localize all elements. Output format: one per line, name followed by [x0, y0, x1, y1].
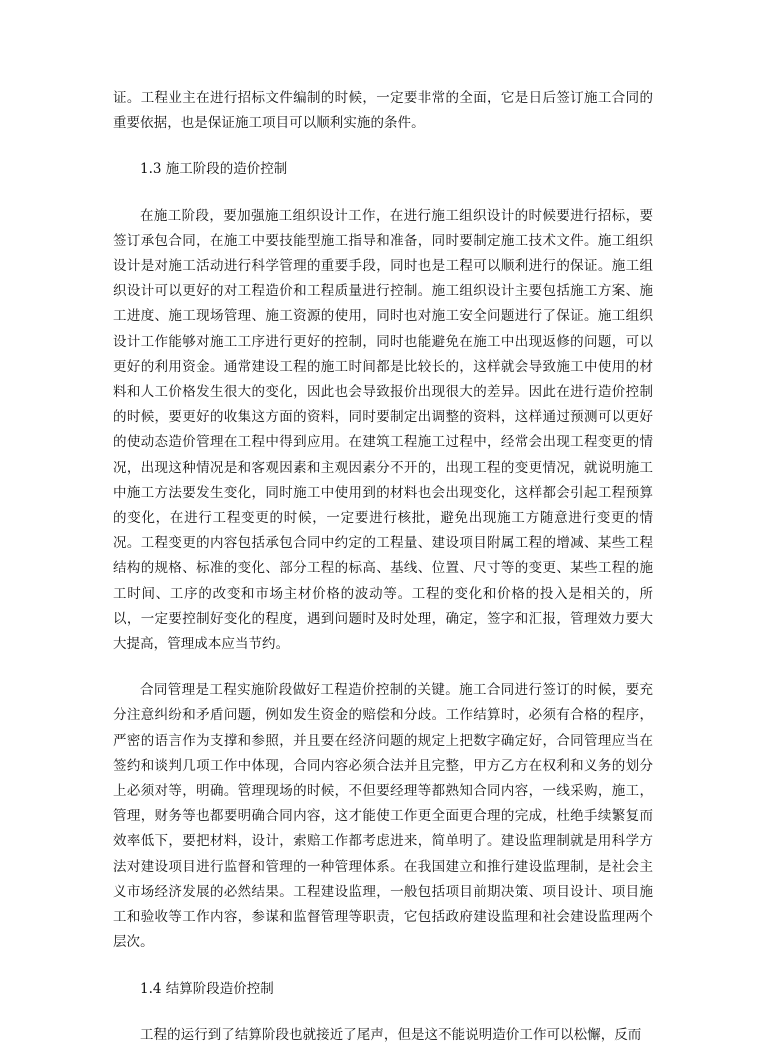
spacer — [113, 136, 653, 157]
paragraph-continuation: 证。工程业主在进行招标文件编制的时候，一定要非常的全面，它是日后签订施工合同的重要依据，也是保证施工项目可以顺利实施的条件。 — [113, 90, 653, 132]
paragraph-construction-phase: 在施工阶段，要加强施工组织设计工作，在进行施工组织设计的时候要进行招标，要签订承包合同，在施工中要技能型施工指导和准备，同时要制定施工技术文件。施工组织设计是对施工活动进行科学管理的重要手段，同时也是工程可以顺利进行的保证。施工组织设计可以更好的对工程造价和工程质量进行控制。施工组织设计主要包括施工方案、施工进度、施工现场管理、施工资源的使用，同时也对施工安全问题进行了保证。施工组织设计工作能够对施工工序进行更好的控制，同时也能避免在施工中出现返修的问题，可以更好的利用资金。通常建设工程的施工时间都是比较长的，这样就会导致施工中使用的材料和人工价格发生很大的变化，因此也会导致报价出现很大的差异。因此在进行造价控制的时候，要更好的收集这方面的资料，同时要制定出调整的资料，这样通过预测可以更好的使动态造价管理在工程中得到应用。在建筑工程施工过程中，经常会出现工程变更的情况，出现这种情况是和客观因素和主观因素分不开的，出现工程的变更情况，就说明施工中施工方法要发生变化，同时施工中使用到的材料也会出现变化，这样都会引起工程预算的变化，在进行工程变更的时候，一定要进行核批，避免出现施工方随意进行变更的情况。工程变更的内容包括承包合同中约定的工程量、建设项目附属工程的增减、某些工程结构的规格、标准的变化、部分工程的标高、基线、位置、尺寸等的变更、某些工程的施工时间、工序的改变和市场主材价格的波动等。工程的变化和价格的投入是相关的，所以，一定要控制好变化的程度，遇到问题时及时处理，确定，签字和汇报，管理效力要大大提高，管理成本应当节约。 — [113, 207, 653, 653]
spacer — [113, 1002, 653, 1023]
paragraph-contract-management: 合同管理是工程实施阶段做好工程造价控制的关键。施工合同进行签订的时候，要充分注意纠纷和矛盾问题，例如发生资金的赔偿和分歧。工作结算时，必须有合格的程序，严密的语言作为支撑和参照，并且要在经济问题的规定上把数字确定好，合同管理应当在签约和谈判几项工作中体现，合同内容必须合法并且完整，甲方乙方在权利和义务的划分上必须对等，明确。管理现场的时候，不但要经理等都熟知合同内容，一线采购，施工，管理，财务等也都要明确合同内容，这才能使工作更全面更合理的完成，杜绝手续繁复而效率低下，要把材料，设计，索赔工作都考虑进来，简单明了。建设监理制就是用科学方法对建设项目进行监督和管理的一种管理体系。在我国建立和推行建设监理制，是社会主义市场经济发展的必然结果。工程建设监理，一般包括项目前期决策、项目设计、项目施工和验收等工作内容，参谋和监督管理等职责，它包括政府建设监理和社会建设监理两个层次。 — [113, 682, 653, 951]
document-page — [113, 86, 653, 1048]
section-heading-1-3: 1.3 施工阶段的造价控制 — [140, 161, 288, 178]
spacer — [113, 956, 653, 977]
spacer — [113, 183, 653, 204]
spacer — [113, 657, 653, 678]
section-heading-1-4: 1.4 结算阶段造价控制 — [140, 980, 274, 997]
paragraph-settlement-phase: 工程的运行到了结算阶段也就接近了尾声，但是这不能说明造价工作可以松懈，反而 — [140, 1026, 642, 1043]
